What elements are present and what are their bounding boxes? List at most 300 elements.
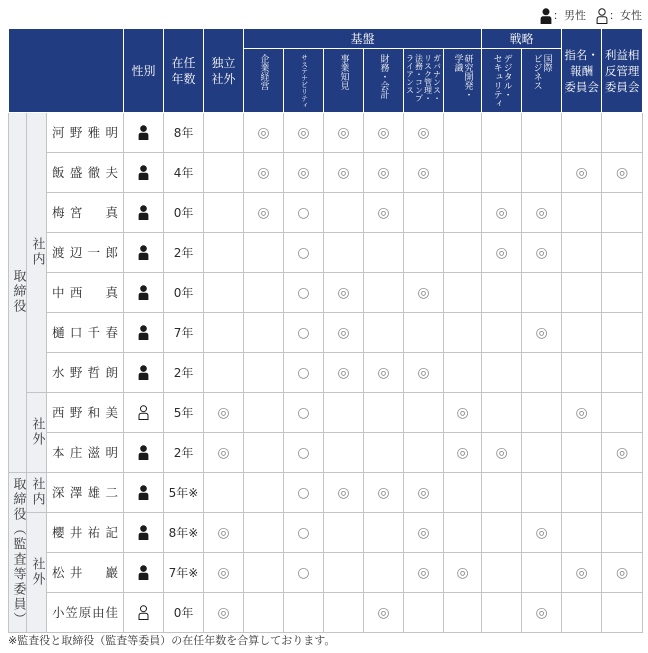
male-person-icon	[138, 365, 149, 380]
header-tenure-line: 年数	[171, 71, 196, 86]
skill-mark: ◎	[377, 604, 390, 621]
male-person-icon	[138, 445, 149, 460]
committee-cell-conflict-of-interest	[602, 113, 643, 153]
group-label-cell	[27, 113, 47, 393]
skill-mark: ◎	[495, 444, 508, 461]
member-row	[9, 273, 643, 313]
skill-mark: ○	[297, 484, 310, 501]
skill-cell-research-academia	[444, 153, 482, 193]
member-name: 樋口千春	[52, 324, 118, 340]
committee-cell-conflict-of-interest	[602, 153, 643, 193]
skill-mark: ◎	[535, 524, 548, 541]
male-person-icon	[540, 8, 552, 24]
tenure-years: 8年※	[168, 525, 199, 540]
section-label-cell	[9, 473, 27, 633]
group-label: 社外	[29, 416, 45, 447]
committee-cell-nomination-compensation	[562, 593, 602, 633]
skill-cell-corporate-management	[244, 113, 284, 153]
committee-cell-conflict-of-interest	[602, 313, 643, 353]
skill-cell-research-academia	[444, 513, 482, 553]
skill-header-line: 財務・会計	[378, 54, 389, 99]
member-name: 本庄滋明	[52, 444, 118, 460]
skill-cell-business-expertise	[324, 353, 364, 393]
skill-cell-finance-accounting	[364, 393, 404, 433]
member-name: 深澤雄二	[52, 484, 118, 500]
skill-cell-finance-accounting	[364, 553, 404, 593]
member-name-cell	[47, 273, 124, 313]
skill-cell-digital-security	[482, 353, 522, 393]
skill-cell-research-academia	[444, 473, 482, 513]
skill-mark: ◎	[337, 364, 350, 381]
section-label: 取締役（監査等委員）	[10, 476, 26, 627]
member-name: 中西 真	[52, 284, 118, 300]
skill-mark: ◎	[417, 164, 430, 181]
member-row	[9, 353, 643, 393]
skill-cell-corporate-management	[244, 153, 284, 193]
skill-mark: ◎	[456, 404, 469, 421]
header-conflict-committee	[602, 29, 643, 113]
skill-cell-international-business	[522, 113, 562, 153]
member-row	[9, 313, 643, 353]
member-name-cell	[47, 473, 124, 513]
skill-mark: ◎	[377, 124, 390, 141]
skill-cell-research-academia	[444, 353, 482, 393]
member-name-cell	[47, 113, 124, 153]
member-row	[9, 553, 643, 593]
header-independent	[204, 29, 244, 113]
gender-cell	[124, 273, 164, 313]
gender-cell	[124, 393, 164, 433]
skill-mark: ○	[297, 284, 310, 301]
skill-cell-corporate-management	[244, 433, 284, 473]
skill-mark: ◎	[337, 324, 350, 341]
skill-cell-digital-security	[482, 113, 522, 153]
committee-cell-nomination-compensation	[562, 313, 602, 353]
member-row	[9, 193, 643, 233]
skill-cell-finance-accounting	[364, 353, 404, 393]
skill-cell-finance-accounting	[364, 113, 404, 153]
committee-cell-conflict-of-interest	[602, 553, 643, 593]
skill-cell-international-business	[522, 593, 562, 633]
committee-cell-nomination-compensation	[562, 153, 602, 193]
gender-cell	[124, 313, 164, 353]
group-label: 社内	[29, 236, 45, 267]
independent-mark: ◎	[217, 524, 230, 541]
skill-header-label	[300, 54, 308, 108]
skill-cell-research-academia	[444, 313, 482, 353]
header-nomination-line: 委員会	[564, 79, 599, 94]
independent-mark: ◎	[217, 604, 230, 621]
skill-cell-corporate-management	[244, 393, 284, 433]
member-name: 河野雅明	[52, 124, 118, 140]
member-name-cell	[47, 153, 124, 193]
skill-mark: ◎	[417, 124, 430, 141]
tenure-cell	[164, 353, 204, 393]
skill-mark: ○	[297, 324, 310, 341]
skill-mark: ○	[297, 444, 310, 461]
committee-mark: ◎	[616, 564, 629, 581]
gender-cell	[124, 193, 164, 233]
committee-mark: ◎	[575, 564, 588, 581]
skill-header-business-expertise	[324, 49, 364, 113]
skill-header-line: デジタル・	[501, 54, 512, 99]
skill-header-line: ライアンス	[405, 54, 415, 94]
header-independent-line: 独立	[211, 55, 236, 70]
header-tenure	[164, 29, 204, 113]
header-nomination-committee	[562, 29, 602, 113]
skill-cell-sustainability	[284, 513, 324, 553]
skill-cell-governance-risk-legal-compliance	[404, 353, 444, 393]
skill-cell-digital-security	[482, 593, 522, 633]
member-name: 渡辺一郎	[52, 244, 118, 260]
committee-cell-nomination-compensation	[562, 433, 602, 473]
header-gender	[124, 29, 164, 113]
skill-mark: ◎	[495, 244, 508, 261]
committee-cell-conflict-of-interest	[602, 233, 643, 273]
skill-header-international-business	[522, 49, 562, 113]
member-name: 松井 巖	[52, 564, 118, 580]
skill-cell-business-expertise	[324, 593, 364, 633]
male-person-icon	[138, 565, 149, 580]
independent-mark: ◎	[217, 404, 230, 421]
tenure-cell	[164, 113, 204, 153]
skill-cell-corporate-management	[244, 593, 284, 633]
tenure-cell	[164, 153, 204, 193]
tenure-years: 8年	[173, 125, 194, 140]
skill-cell-business-expertise	[324, 273, 364, 313]
member-name-cell	[47, 353, 124, 393]
member-row	[9, 233, 643, 273]
skill-cell-international-business	[522, 353, 562, 393]
skill-cell-sustainability	[284, 553, 324, 593]
committee-cell-nomination-compensation	[562, 513, 602, 553]
skill-cell-corporate-management	[244, 553, 284, 593]
skill-mark: ◎	[417, 564, 430, 581]
independent-cell	[204, 153, 244, 193]
member-name-cell	[47, 233, 124, 273]
header-nomination-line: 報酬	[570, 63, 594, 78]
committee-mark: ◎	[575, 404, 588, 421]
skill-cell-corporate-management	[244, 273, 284, 313]
skill-cell-governance-risk-legal-compliance	[404, 393, 444, 433]
skill-cell-governance-risk-legal-compliance	[404, 513, 444, 553]
header-strategy-label: 戦略	[509, 31, 534, 46]
skill-mark: ◎	[456, 444, 469, 461]
header-conflict-line: 委員会	[604, 79, 640, 94]
skill-cell-digital-security	[482, 273, 522, 313]
skill-cell-sustainability	[284, 593, 324, 633]
independent-cell	[204, 233, 244, 273]
header-row-top	[9, 29, 643, 49]
skill-mark: ◎	[257, 164, 270, 181]
skill-cell-finance-accounting	[364, 473, 404, 513]
male-person-icon	[138, 325, 149, 340]
skill-header-line: ビジネス	[531, 54, 542, 90]
committee-cell-nomination-compensation	[562, 473, 602, 513]
skill-cell-finance-accounting	[364, 193, 404, 233]
section-label-cell	[9, 113, 27, 473]
skill-mark: ◎	[417, 284, 430, 301]
skill-header-corporate-management	[244, 49, 284, 113]
independent-cell	[204, 473, 244, 513]
skill-header-line: 企業経営	[258, 54, 269, 90]
tenure-years: 0年	[173, 205, 194, 220]
skill-cell-sustainability	[284, 153, 324, 193]
skill-cell-international-business	[522, 313, 562, 353]
male-person-icon	[138, 205, 149, 220]
skill-mark: ◎	[535, 604, 548, 621]
skill-cell-corporate-management	[244, 313, 284, 353]
skill-mark: ◎	[535, 204, 548, 221]
male-person-icon	[138, 285, 149, 300]
skill-cell-governance-risk-legal-compliance	[404, 233, 444, 273]
skill-cell-sustainability	[284, 193, 324, 233]
gender-legend	[540, 7, 642, 25]
skill-header-label	[259, 54, 269, 90]
skill-header-line: 法務・コンプ	[414, 54, 424, 102]
male-person-icon	[138, 485, 149, 500]
gender-cell	[124, 433, 164, 473]
skill-cell-research-academia	[444, 233, 482, 273]
female-person-icon	[596, 8, 608, 24]
header-group-foundation	[244, 29, 482, 49]
skill-cell-governance-risk-legal-compliance	[404, 193, 444, 233]
skill-header-label	[453, 54, 473, 99]
legend-male-label: ：男性	[553, 9, 586, 22]
tenure-cell	[164, 473, 204, 513]
committee-cell-nomination-compensation	[562, 113, 602, 153]
skill-header-finance-accounting	[364, 49, 404, 113]
tenure-cell	[164, 553, 204, 593]
tenure-years: 2年	[173, 245, 194, 260]
skill-cell-governance-risk-legal-compliance	[404, 593, 444, 633]
member-name-cell	[47, 313, 124, 353]
committee-cell-nomination-compensation	[562, 553, 602, 593]
skill-header-label	[339, 54, 349, 90]
skill-cell-corporate-management	[244, 473, 284, 513]
skill-mark: ◎	[417, 364, 430, 381]
header-gender-label: 性別	[131, 63, 156, 78]
footnote: ※監査役と取締役（監査等委員）の在任年数を合算しております。	[8, 634, 336, 647]
header-blank	[9, 29, 124, 113]
group-label: 社外	[29, 556, 45, 587]
committee-cell-nomination-compensation	[562, 393, 602, 433]
skill-header-sustainability	[284, 49, 324, 113]
gender-cell	[124, 553, 164, 593]
member-name: 櫻井祐記	[52, 524, 118, 540]
member-name-cell	[47, 433, 124, 473]
member-name-cell	[47, 553, 124, 593]
member-row	[9, 433, 643, 473]
skill-mark: ○	[297, 244, 310, 261]
tenure-years: 5年	[173, 405, 194, 420]
skill-cell-finance-accounting	[364, 153, 404, 193]
committee-cell-conflict-of-interest	[602, 353, 643, 393]
committee-cell-conflict-of-interest	[602, 393, 643, 433]
member-name-cell	[47, 513, 124, 553]
committee-cell-conflict-of-interest	[602, 273, 643, 313]
committee-cell-conflict-of-interest	[602, 513, 643, 553]
committee-cell-nomination-compensation	[562, 193, 602, 233]
skill-cell-research-academia	[444, 273, 482, 313]
skill-cell-business-expertise	[324, 113, 364, 153]
skill-header-line: 事業知見	[338, 54, 349, 90]
skill-cell-business-expertise	[324, 393, 364, 433]
skill-cell-finance-accounting	[364, 513, 404, 553]
header-tenure-line: 在任	[171, 55, 196, 70]
skill-mark: ◎	[417, 484, 430, 501]
skill-mark: ◎	[297, 124, 310, 141]
group-label-cell	[27, 393, 47, 473]
group-label-cell	[27, 513, 47, 633]
tenure-years: 5年※	[168, 485, 199, 500]
skill-cell-business-expertise	[324, 313, 364, 353]
committee-cell-conflict-of-interest	[602, 433, 643, 473]
skill-cell-governance-risk-legal-compliance	[404, 553, 444, 593]
member-name-cell	[47, 393, 124, 433]
skill-cell-finance-accounting	[364, 593, 404, 633]
member-name-cell	[47, 593, 124, 633]
skill-cell-corporate-management	[244, 353, 284, 393]
table-body	[9, 113, 643, 633]
skill-matrix-table	[8, 28, 643, 633]
gender-cell	[124, 513, 164, 553]
legend-female-label: ：女性	[609, 9, 642, 22]
skill-cell-international-business	[522, 553, 562, 593]
skill-cell-international-business	[522, 273, 562, 313]
skill-cell-digital-security	[482, 433, 522, 473]
tenure-cell	[164, 193, 204, 233]
tenure-cell	[164, 393, 204, 433]
skill-header-line: リスク管理・	[423, 54, 433, 102]
skill-mark: ◎	[495, 204, 508, 221]
independent-cell	[204, 113, 244, 153]
skill-mark: ◎	[456, 564, 469, 581]
skill-mark: ◎	[337, 124, 350, 141]
committee-mark: ◎	[616, 164, 629, 181]
header-conflict-line: 反管理	[604, 63, 640, 78]
gender-cell	[124, 473, 164, 513]
skill-header-label	[406, 54, 442, 102]
member-name: 水野哲朗	[52, 364, 118, 380]
skill-cell-digital-security	[482, 193, 522, 233]
skill-cell-business-expertise	[324, 233, 364, 273]
member-name: 小笠原由佳	[52, 604, 118, 620]
skill-cell-research-academia	[444, 193, 482, 233]
skill-cell-digital-security	[482, 393, 522, 433]
skill-header-line: 国際	[541, 54, 552, 72]
skill-cell-sustainability	[284, 273, 324, 313]
skill-cell-international-business	[522, 393, 562, 433]
skill-mark: ◎	[297, 164, 310, 181]
tenure-cell	[164, 233, 204, 273]
skill-header-line: 研究開発・	[462, 54, 473, 99]
committee-cell-nomination-compensation	[562, 233, 602, 273]
skill-cell-sustainability	[284, 113, 324, 153]
skill-cell-digital-security	[482, 553, 522, 593]
skill-cell-finance-accounting	[364, 313, 404, 353]
skill-cell-digital-security	[482, 233, 522, 273]
skill-mark: ◎	[535, 244, 548, 261]
skill-cell-sustainability	[284, 473, 324, 513]
skill-cell-governance-risk-legal-compliance	[404, 433, 444, 473]
tenure-cell	[164, 593, 204, 633]
female-person-icon	[138, 405, 149, 420]
skill-mark: ○	[297, 204, 310, 221]
skill-cell-corporate-management	[244, 193, 284, 233]
skill-cell-finance-accounting	[364, 433, 404, 473]
independent-mark: ◎	[217, 564, 230, 581]
independent-cell	[204, 593, 244, 633]
skill-cell-sustainability	[284, 313, 324, 353]
independent-cell	[204, 553, 244, 593]
member-row	[9, 593, 643, 633]
skill-mark: ◎	[257, 124, 270, 141]
gender-cell	[124, 153, 164, 193]
skill-cell-research-academia	[444, 113, 482, 153]
header-conflict-line: 利益相	[604, 47, 640, 62]
tenure-years: 0年	[173, 285, 194, 300]
independent-cell	[204, 393, 244, 433]
female-person-icon	[138, 605, 149, 620]
skill-mark: ◎	[377, 484, 390, 501]
gender-cell	[124, 353, 164, 393]
skill-mark: ◎	[417, 524, 430, 541]
committee-cell-conflict-of-interest	[602, 593, 643, 633]
table-header	[9, 29, 643, 113]
skill-cell-sustainability	[284, 353, 324, 393]
skill-header-line: 学識	[452, 54, 463, 72]
member-row	[9, 113, 643, 153]
skill-cell-governance-risk-legal-compliance	[404, 113, 444, 153]
skill-cell-business-expertise	[324, 513, 364, 553]
section-label: 取締役	[10, 269, 26, 315]
skill-cell-international-business	[522, 473, 562, 513]
skill-header-label	[532, 54, 552, 90]
skill-mark: ◎	[377, 364, 390, 381]
independent-cell	[204, 193, 244, 233]
skill-mark: ◎	[377, 204, 390, 221]
group-label-cell	[27, 473, 47, 513]
tenure-cell	[164, 313, 204, 353]
skill-mark: ◎	[337, 284, 350, 301]
skill-cell-governance-risk-legal-compliance	[404, 473, 444, 513]
male-person-icon	[138, 245, 149, 260]
skill-cell-digital-security	[482, 313, 522, 353]
member-name: 西野和美	[52, 404, 118, 420]
skill-mark: ◎	[377, 164, 390, 181]
skill-cell-international-business	[522, 233, 562, 273]
skill-header-research-academia	[444, 49, 482, 113]
group-label: 社内	[29, 476, 45, 507]
member-row	[9, 393, 643, 433]
skill-cell-finance-accounting	[364, 233, 404, 273]
skill-mark: ◎	[337, 164, 350, 181]
committee-cell-conflict-of-interest	[602, 473, 643, 513]
committee-cell-nomination-compensation	[562, 273, 602, 313]
skill-cell-international-business	[522, 153, 562, 193]
skill-mark: ◎	[257, 204, 270, 221]
tenure-cell	[164, 513, 204, 553]
tenure-cell	[164, 273, 204, 313]
skill-cell-sustainability	[284, 393, 324, 433]
skill-cell-sustainability	[284, 433, 324, 473]
header-group-strategy	[482, 29, 562, 49]
tenure-years: 2年	[173, 445, 194, 460]
independent-cell	[204, 513, 244, 553]
skill-cell-research-academia	[444, 393, 482, 433]
gender-cell	[124, 593, 164, 633]
